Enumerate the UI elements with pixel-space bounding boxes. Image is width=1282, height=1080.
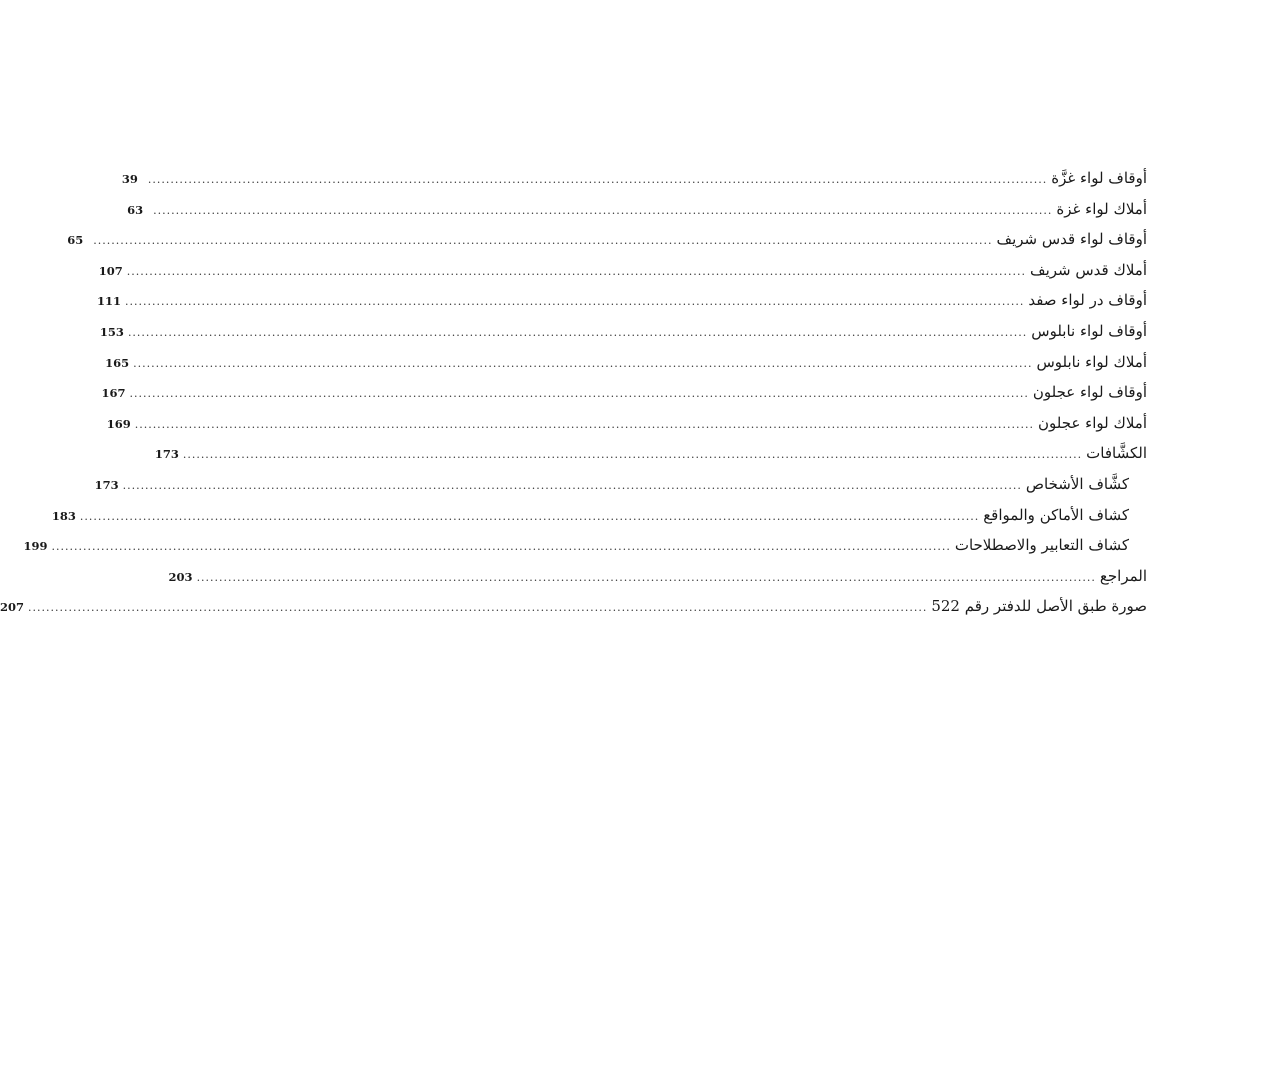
toc-entry bbox=[67, 224, 1147, 255]
toc-dot-leader: ........................................................................................................................................................................................................ bbox=[153, 203, 1053, 217]
toc-dot-leader: ........................................................................................................................................................................................................ bbox=[51, 540, 951, 554]
toc-dot-leader: ........................................................................................................................................................................................................ bbox=[79, 509, 980, 523]
toc-entry-title: أملاك قدس شريف bbox=[1030, 260, 1147, 279]
toc-entry-page-number: 207 bbox=[0, 600, 25, 615]
toc-entry-page-number: 65 bbox=[67, 233, 84, 248]
toc-entry-title: أوقاف لواء عجلون bbox=[1032, 383, 1147, 402]
toc-entry-title: أوقاف لواء نابلوس bbox=[1031, 321, 1147, 340]
toc-entry-title: أملاك لواء نابلوس bbox=[1036, 352, 1147, 371]
toc-entry bbox=[99, 316, 1147, 347]
toc-entry-page-number: 199 bbox=[23, 539, 48, 554]
toc-entry-title: صورة طبق الأصل للدفتر رقم 522 bbox=[931, 597, 1147, 616]
toc-entry-page-number: 183 bbox=[51, 508, 76, 523]
toc-dot-leader: ........................................................................................................................................................................................................ bbox=[182, 448, 1083, 462]
toc-entry-title: الكشَّافات bbox=[1086, 444, 1147, 463]
toc-entry-page-number: 173 bbox=[154, 447, 179, 462]
toc-subentry bbox=[94, 469, 1147, 500]
toc-entry-page-number: 169 bbox=[106, 416, 131, 431]
toc-entry-title: كشَّاف الأشخاص bbox=[1025, 474, 1129, 493]
toc-entry bbox=[168, 561, 1147, 592]
toc-subentry bbox=[51, 500, 1147, 531]
toc-dot-leader: ........................................................................................................................................................................................................ bbox=[129, 387, 1029, 401]
toc-entry-page-number: 173 bbox=[94, 477, 119, 492]
toc-entry-title: المراجع bbox=[1099, 566, 1147, 585]
toc-entry-page-number: 63 bbox=[127, 202, 144, 217]
toc-entry bbox=[106, 408, 1147, 439]
toc-entry-title: أملاك لواء غزة bbox=[1056, 199, 1147, 218]
toc-dot-leader: ........................................................................................................................................................................................................ bbox=[147, 173, 1048, 186]
toc-entry-page-number: 39 bbox=[121, 172, 138, 186]
toc-dot-leader: ........................................................................................................................................................................................................ bbox=[127, 325, 1028, 339]
toc-entry-page-number: 165 bbox=[105, 355, 130, 370]
toc-dot-leader: ........................................................................................................................................................................................................ bbox=[125, 295, 1025, 309]
toc-dot-leader: ........................................................................................................................................................................................................ bbox=[134, 417, 1035, 431]
toc-entry-page-number: 203 bbox=[168, 569, 193, 584]
toc-entry-page-number: 167 bbox=[101, 386, 126, 401]
toc-dot-leader: ........................................................................................................................................................................................................ bbox=[122, 478, 1022, 492]
toc-entry-title: كشاف الأماكن والمواقع bbox=[983, 505, 1129, 524]
toc-entry-page-number: 153 bbox=[99, 324, 124, 339]
toc-entry bbox=[96, 285, 1147, 316]
toc-subentry bbox=[23, 530, 1147, 561]
toc-dot-leader: ........................................................................................................................................................................................................ bbox=[93, 234, 993, 248]
toc-entry bbox=[121, 163, 1147, 194]
toc-entry-title: أملاك لواء عجلون bbox=[1038, 413, 1147, 432]
toc-entry-title: أوقاف لواء قدس شريف bbox=[996, 230, 1147, 249]
toc-entry-title: كشاف التعابير والاصطلاحات bbox=[954, 536, 1129, 555]
toc-entry-page-number: 107 bbox=[98, 263, 123, 278]
toc-dot-leader: ........................................................................................................................................................................................................ bbox=[28, 601, 928, 615]
toc-entry bbox=[0, 591, 1147, 622]
toc-dot-leader: ........................................................................................................................................................................................................ bbox=[126, 264, 1027, 278]
toc-entry-title: أوقاف در لواء صفد bbox=[1028, 291, 1147, 310]
toc-entry-page-number: 111 bbox=[96, 294, 121, 309]
toc-entry bbox=[98, 255, 1147, 286]
table-of-contents bbox=[0, 163, 1147, 622]
toc-entry bbox=[105, 347, 1147, 378]
toc-entry bbox=[101, 377, 1147, 408]
toc-entry-title: أوقاف لواء غزَّة bbox=[1051, 169, 1147, 187]
toc-entry bbox=[127, 194, 1147, 225]
toc-dot-leader: ........................................................................................................................................................................................................ bbox=[196, 570, 1096, 584]
toc-dot-leader: ........................................................................................................................................................................................................ bbox=[133, 356, 1033, 370]
toc-entry bbox=[154, 438, 1147, 469]
